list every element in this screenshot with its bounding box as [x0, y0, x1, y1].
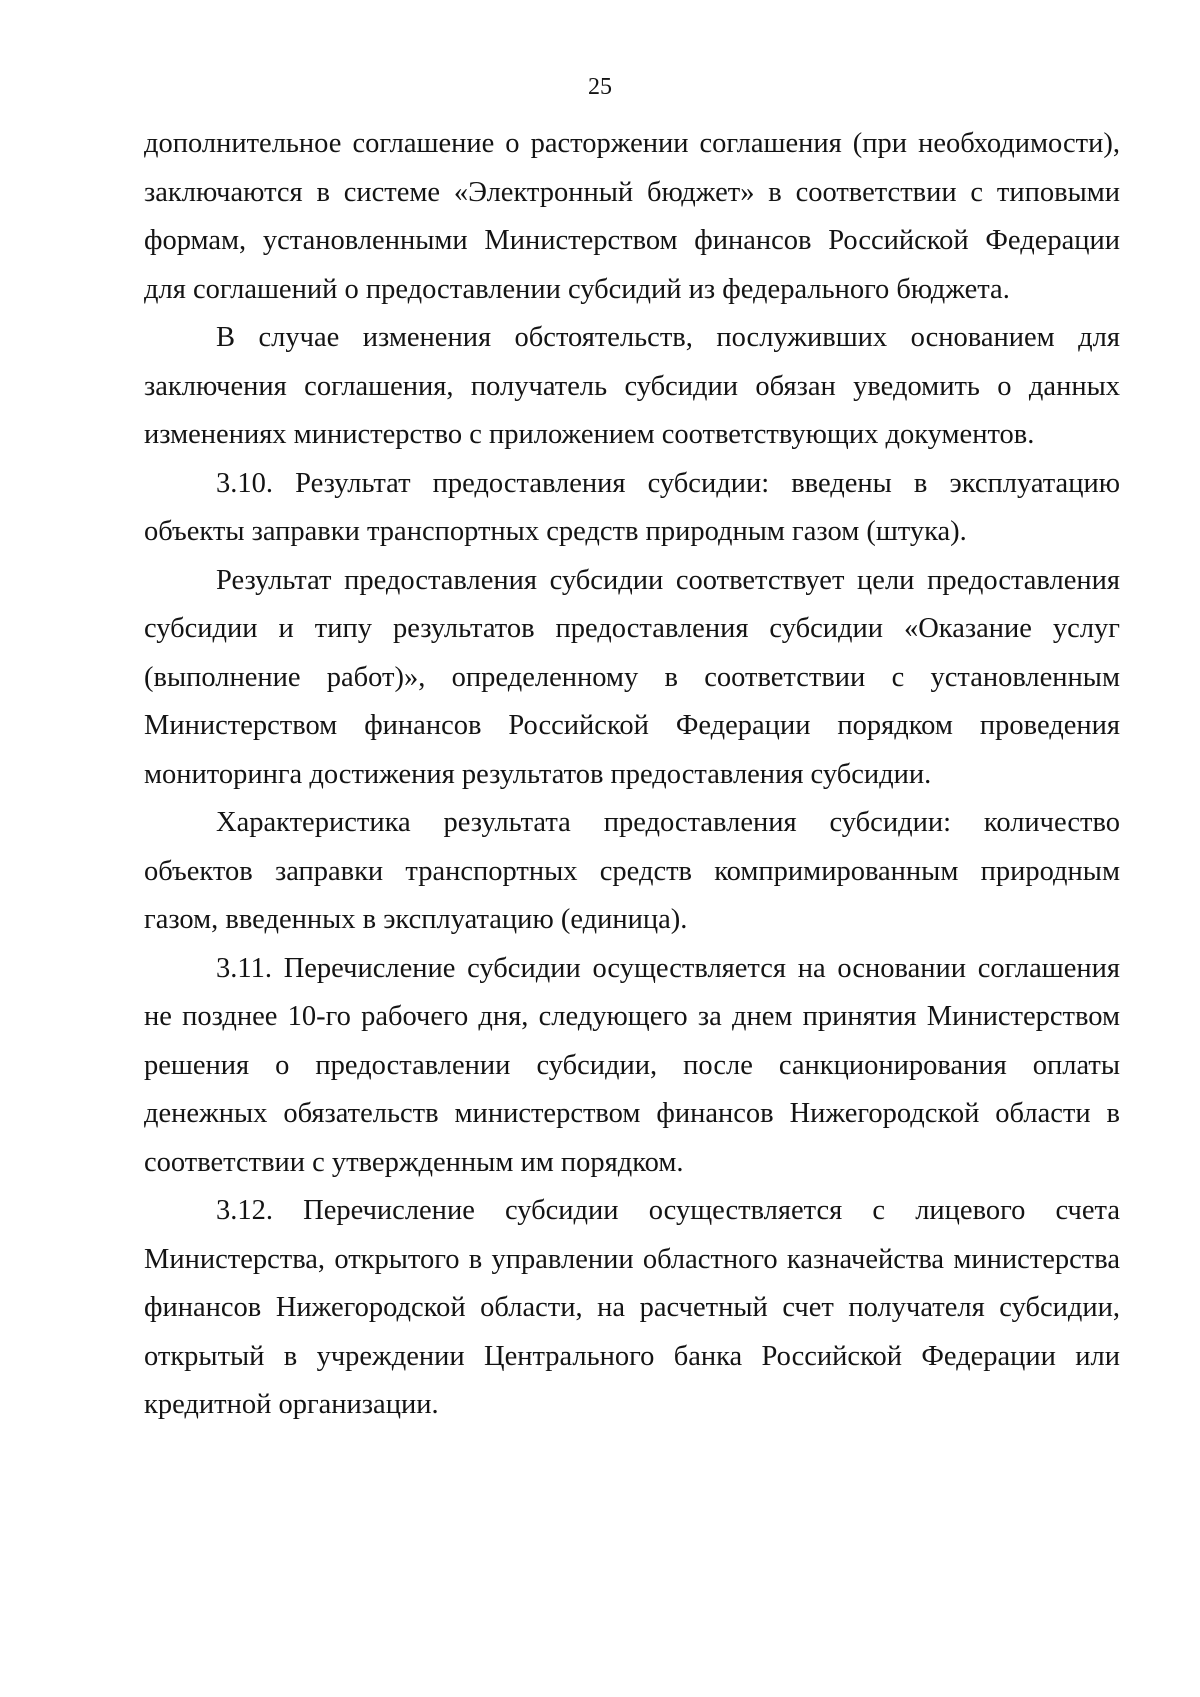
paragraph-item-3-10: 3.10. Результат предоставления субсидии: введены в эксплуатацию объекты заправки транспортных средств природным газом (штука).	[144, 467, 1120, 547]
document-body	[144, 120, 1120, 1430]
paragraph-change-notice: В случае изменения обстоятельств, послуживших основанием для заключения соглашения, получатель субсидии обязан уведомить о данных изменениях министерство с приложением соответствующих документов.	[144, 322, 1120, 450]
page-number: 25	[588, 74, 612, 100]
paragraph-item-3-11: 3.11. Перечисление субсидии осуществляется на основании соглашения не позднее 10-го рабочего дня, следующего за днем принятия Министерством решения о предоставлении субсидии, после санкционирования оплаты денежных обязательств министерством финансов Нижегородской области в соответствии с утвержденным им порядком.	[144, 952, 1120, 1178]
paragraph-item-3-12: 3.12. Перечисление субсидии осуществляется с лицевого счета Министерства, открытого в управлении областного казначейства министерства финансов Нижегородской области, на расчетный счет получателя субсидии, открытый в учреждении Центрального банка Российской Федерации или кредитной организации.	[144, 1195, 1120, 1420]
paragraph-continuation: дополнительное соглашение о расторжении соглашения (при необходимости), заключаются в системе «Электронный бюджет» в соответствии с типовыми формам, установленными Министерством финансов Российской Федерации для соглашений о предоставлении субсидий из федерального бюджета.	[144, 128, 1120, 305]
paragraph-result-correspondence: Результат предоставления субсидии соответствует цели предоставления субсидии и типу результатов предоставления субсидии «Оказание услуг (выполнение работ)», определенному в соответствии с установленным Министерством финансов Российской Федерации порядком проведения мониторинга достижения результатов предоставления субсидии.	[144, 564, 1120, 790]
paragraph-result-characteristic: Характеристика результата предоставления субсидии: количество объектов заправки транспортных средств компримированным природным газом, введенных в эксплуатацию (единица).	[144, 807, 1120, 935]
